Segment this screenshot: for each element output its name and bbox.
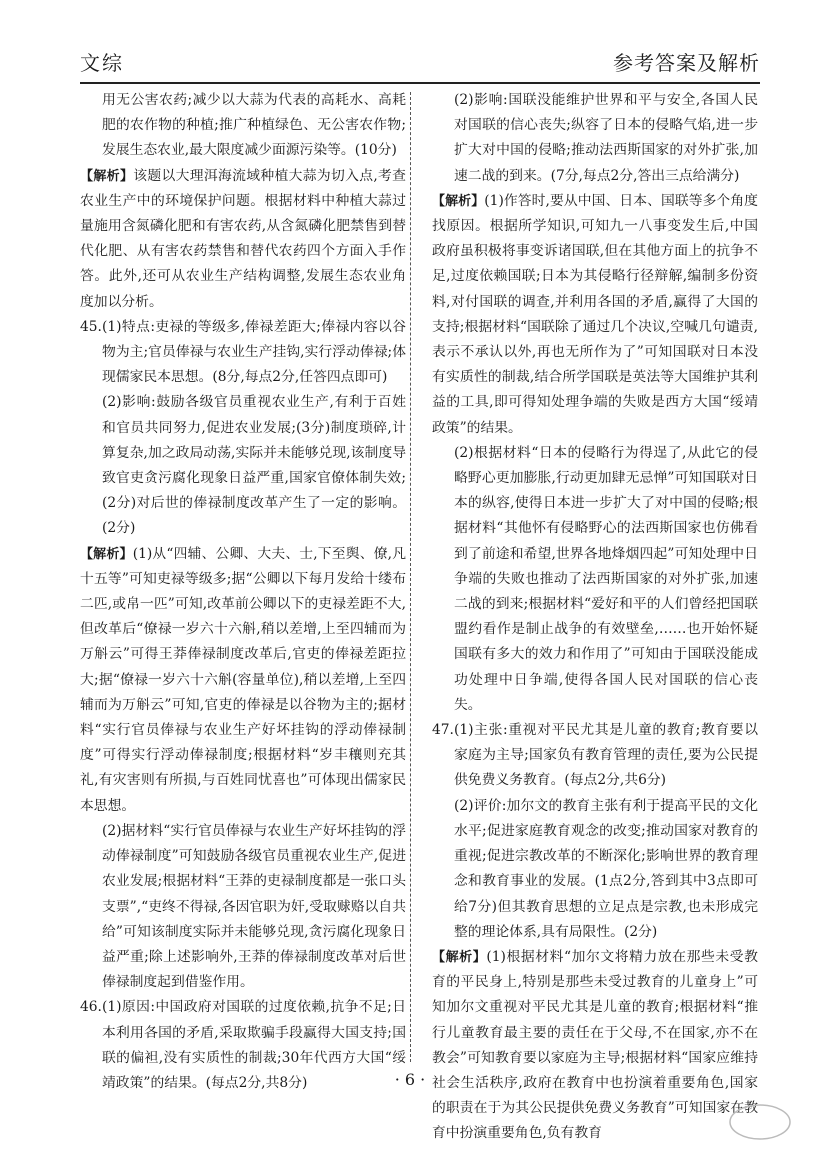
question-answer — [432, 718, 758, 794]
paragraph-text: 用无公害农药;减少以大蒜为代表的高耗水、高耗肥的农作物的种植;推广种植绿色、无公害农作物;发展生态农业,最大限度减少面源污染等。(10分) — [102, 92, 406, 159]
section-title: 参考答案及解析 — [613, 51, 760, 75]
right-column — [432, 88, 758, 1147]
analysis-paragraph — [80, 164, 406, 315]
analysis-paragraph — [432, 945, 758, 1147]
analysis-tag: 【解析】 — [432, 193, 485, 209]
answer-paragraph — [432, 794, 758, 945]
answer-paragraph — [432, 441, 758, 718]
column-divider — [410, 92, 411, 1062]
paragraph-text: (2)据材料“实行官员俸禄与农业生产好坏挂钩的浮动俸禄制度”可知鼓励各级官员重视农业生产,促进农业发展;根据材料“王莽的吏禄制度都是一张口头支票”,“吏终不得禄,各因官职为奸,受取赇赂以自共给”可知该制度实际并未能够兑现,贪污腐化现象日益严重;除上述影响外,王莽的俸禄制度改革对后世俸禄制度起到借鉴作用。 — [102, 822, 406, 991]
answer-paragraph — [432, 88, 758, 189]
watermark-logo — [728, 1102, 792, 1142]
paragraph-text: (2)评价:加尔文的教育主张有利于提高平民的文化水平;促进家庭教育观念的改变;推动国家对教育的重视;促进宗教改革的不断深化;影响世界的教育理念和教育事业的发展。(1点2分,答到其中3点即可给7分)但其教育思想的立足点是宗教,也未形成完整的理论体系,具有局限性。(2分) — [454, 797, 758, 940]
question-number: 46. — [80, 999, 102, 1016]
paragraph-text: (2)影响:国联没能维护世界和平与安全,各国人民对国联的信心丧失;纵容了日本的侵略气焰,进一步扩大对中国的侵略;推动法西斯国家的对外扩张,加速二战的到来。(7分,每点2分,答出三点给满分) — [454, 92, 758, 184]
analysis-paragraph — [432, 189, 758, 441]
analysis-tag: 【解析】 — [432, 949, 487, 965]
analysis-paragraph — [80, 542, 406, 819]
answer-paragraph — [80, 819, 406, 995]
left-column — [80, 88, 406, 1096]
page-number: · 6 · — [394, 1070, 426, 1089]
question-answer — [80, 315, 406, 391]
paragraph-text: (2)根据材料“日本的侵略行为得逞了,从此它的侵略野心更加膨胀,行动更加肆无忌惮”可知国联对日本的纵容,使得日本进一步扩大了对中国的侵略;根据材料“其他怀有侵略野心的法西斯国家也仿佛看到了前途和希望,世界各地烽烟四起”可知处理中日争端的失败也推动了法西斯国家的对外扩张,加速二战的到来;根据材料“爱好和平的人们曾经把国联盟约看作是制止战争的有效壁垒,……也开始怀疑国联有多大的效力和作用了”可知由于国联没能成功处理中日争端,使得各国人民对国联的信心丧失。 — [454, 444, 758, 713]
paragraph-text: (1)特点:吏禄的等级多,俸禄差距大;俸禄内容以谷物为主;官员俸禄与农业生产挂钩,实行浮动俸禄;体现儒家民本思想。(8分,每点2分,任答四点即可) — [102, 318, 406, 386]
page-header — [80, 46, 760, 84]
question-number: 45. — [80, 318, 102, 335]
answer-paragraph — [80, 88, 406, 164]
analysis-tag: 【解析】 — [80, 546, 133, 562]
question-number: 47. — [432, 722, 454, 739]
paragraph-text: (1)作答时,要从中国、日本、国联等多个角度找原因。根据所学知识,可知九一八事变发生后,中国政府虽积极将事变诉诸国联,但在其他方面上的抗争不足,过度依赖国联;日本为其侵略行径辩解,编制多份资料,对付国联的调查,并利用各国的矛盾,赢得了大国的支持;根据材料“国联除了通过几个决议,空喊几句谴责,表示不承认以外,再也无所作为了”可知国联对日本没有实质性的制裁,结合所学国联是英法等大国维护其利益的工具,即可得知处理争端的失败是西方大国“绥靖政策”的结果。 — [432, 192, 758, 436]
paragraph-text: 该题以大理洱海流域种植大蒜为切入点,考查农业生产中的环境保护问题。根据材料中种植大蒜过量施用含氮磷化肥和有害农药,从含氮磷化肥禁售到替代化肥、从有害农药禁售和替代农药四个方面入手作答。此外,还可从农业生产结构调整,发展生态农业角度加以分析。 — [80, 167, 406, 310]
paragraph-text: (1)原因:中国政府对国联的过度依赖,抗争不足;日本利用各国的矛盾,采取欺骗手段赢得大国支持;国联的偏袒,没有实质性的制裁;30年代西方大国“绥靖政策”的结果。(每点2分,共8分) — [102, 999, 406, 1091]
subject-title: 文综 — [80, 51, 124, 75]
paragraph-text: (1)根据材料“加尔文将精力放在那些未受教育的平民身上,特别是那些未受过教育的儿童身上”可知加尔文重视对平民尤其是儿童的教育;根据材料“推行儿童教育最主要的责任在于父母,不在国家,亦不在教会”可知教育要以家庭为主导;根据材料“国家应维持社会生活秩序,政府在教育中也扮演着重要角色,国家的职责在于为其公民提供免费义务教育”可知国家在教育中扮演重要角色,负有教育 — [432, 948, 758, 1142]
answer-paragraph — [80, 390, 406, 541]
paragraph-text: (1)从“四辅、公卿、大夫、士,下至舆、僚,凡十五等”可知吏禄等级多;据“公卿以下每月发给十缕布二匹,或帛一匹”可知,改革前公卿以下的吏禄差距不大,但改革后“僚禄一岁六十六斛,稍以差增,上至四辅而为万斛云”可得王莽俸禄制度改革后,官吏的俸禄差距拉大;据“僚禄一岁六十六斛(容量单位),稍以差增,上至四辅而为万斛云”可知,官吏的俸禄是以谷物为主的;据材料“实行官员俸禄与农业生产好坏挂钩的浮动俸禄制度”可得实行浮动俸禄制度;根据材料“岁丰穰则充其礼,有灾害则有所损,与百姓同忧喜也”可体现出儒家民本思想。 — [80, 545, 406, 814]
analysis-tag: 【解析】 — [80, 168, 134, 184]
paragraph-text: (2)影响:鼓励各级官员重视农业生产,有利于百姓和官员共同努力,促进农业发展;(3分)制度琐碎,计算复杂,加之政局动荡,实际并未能够兑现,该制度导致官吏贪污腐化现象日益严重,国家官僚体制失效;(2分)对后世的俸禄制度改革产生了一定的影响。(2分) — [102, 394, 406, 537]
paragraph-text: (1)主张:重视对平民尤其是儿童的教育;教育要以家庭为主导;国家负有教育管理的责任,要为公民提供免费义务教育。(每点2分,共6分) — [454, 722, 758, 789]
